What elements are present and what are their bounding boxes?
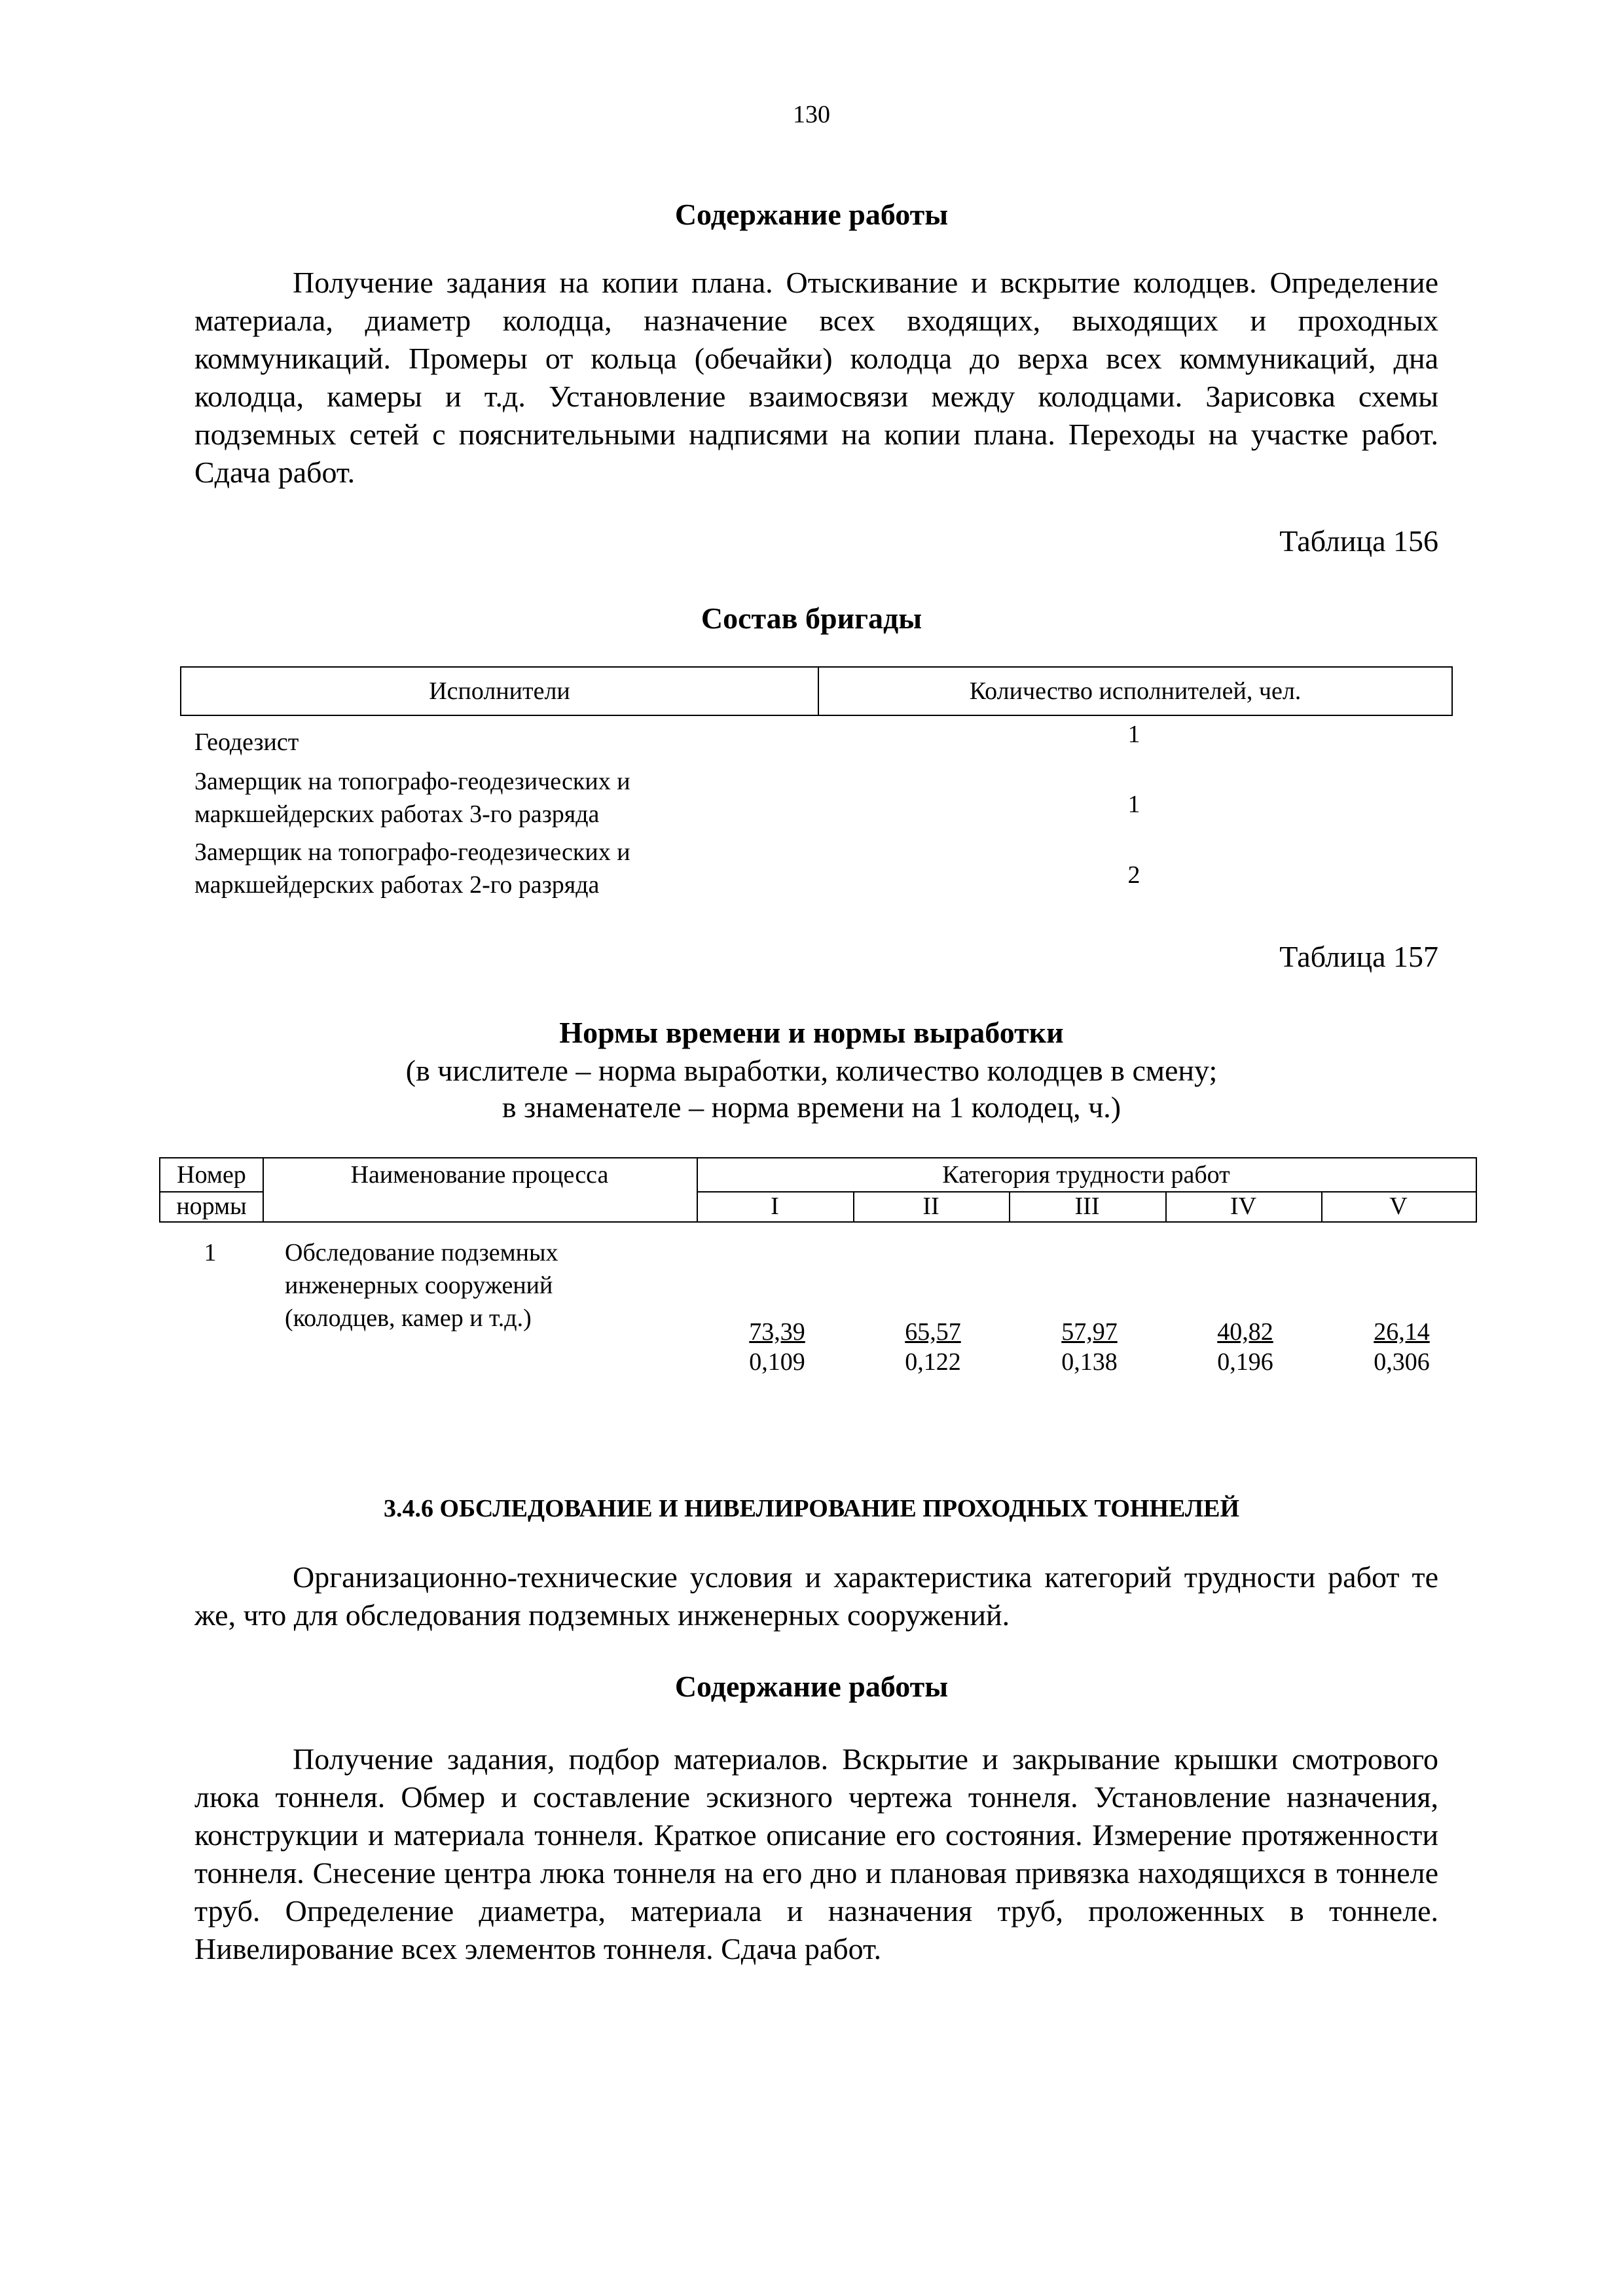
performer-name-continued: маркшейдерских работах 2-го разряда <box>194 871 600 899</box>
norm-value-category-v <box>1353 1317 1451 1377</box>
header-norm-number: Номер <box>177 1161 246 1189</box>
table-157-label: Таблица 157 <box>1279 940 1438 973</box>
norm-output: 57,97 <box>1061 1318 1118 1346</box>
process-name-continued: инженерных сооружений <box>285 1272 553 1299</box>
header-difficulty-category: Категория трудности работ <box>942 1161 1230 1189</box>
table-157-subtitle-line1: (в числителе – норма выработки, количество колодцев в смену; <box>405 1054 1218 1087</box>
table-157-header <box>159 1157 1477 1223</box>
header-performers: Исполнители <box>181 668 819 715</box>
header-category-ii: II <box>922 1193 939 1220</box>
header-category-iv: IV <box>1230 1193 1257 1220</box>
page-number: 130 <box>793 101 830 128</box>
performer-quantity: 2 <box>1127 861 1140 889</box>
header-norm-number-continued: нормы <box>176 1193 247 1220</box>
section-heading-work-content-2: Содержание работы <box>674 1670 949 1703</box>
norm-time: 0,109 <box>749 1348 805 1376</box>
performer-quantity: 1 <box>1127 791 1140 818</box>
performer-name: Замерщик на топографо-геодезических и <box>194 838 630 866</box>
norm-time: 0,122 <box>905 1348 961 1376</box>
process-name: Обследование подземных <box>285 1239 558 1266</box>
performer-quantity: 1 <box>1127 721 1140 748</box>
performer-name-continued: маркшейдерских работах 3-го разряда <box>194 800 600 828</box>
performer-name: Геодезист <box>194 728 299 756</box>
norm-value-category-ii <box>884 1317 982 1377</box>
table-157-subtitle-line2: в знаменателе – норма времени на 1 колодец, ч.) <box>501 1090 1122 1124</box>
table-157-title: Нормы времени и нормы выработки <box>559 1016 1064 1049</box>
tunnels-conditions-paragraph: Организационно-технические условия и характеристика категорий трудности работ те же, что для обследования подземных инженерных сооружений. <box>194 1560 1438 1632</box>
header-category-i: I <box>771 1193 779 1220</box>
norm-time: 0,306 <box>1374 1348 1430 1376</box>
norm-output: 73,39 <box>749 1318 805 1346</box>
work-content-paragraph: Получение задания на копии плана. Отыскивание и вскрытие колодцев. Определение материала, диаметр колодца, назначение всех входящих, выходящих и проходных коммуникаций. Промеры от кольца (обечайки) колодца до верха всех коммуникаций, дна колодца, камеры и т.д. Установление взаимосвязи между колодцами. Зарисовка схемы подземных сетей с пояснительными надписями на копии плана. Переходы на участке работ. Сдача работ. <box>194 266 1438 489</box>
header-category-v: V <box>1389 1193 1408 1220</box>
process-name-continued: (колодцев, камер и т.д.) <box>285 1304 532 1332</box>
norm-value-category-i <box>728 1317 826 1377</box>
norm-value-category-iv <box>1196 1317 1294 1377</box>
norm-output: 65,57 <box>905 1318 961 1346</box>
norm-output: 26,14 <box>1374 1318 1430 1346</box>
table-156-title: Состав бригады <box>701 601 922 635</box>
header-performer-count: Количество исполнителей, чел. <box>969 677 1302 705</box>
header-category-iii: III <box>1074 1193 1100 1220</box>
norm-value-category-iii <box>1040 1317 1139 1377</box>
norm-output: 40,82 <box>1217 1318 1273 1346</box>
norm-time: 0,138 <box>1061 1348 1118 1376</box>
table-156-header <box>180 666 1453 716</box>
header-process-name: Наименование процесса <box>350 1161 609 1189</box>
section-heading-tunnels: 3.4.6 ОБСЛЕДОВАНИЕ И НИВЕЛИРОВАНИЕ ПРОХОДНЫХ ТОННЕЛЕЙ <box>383 1495 1240 1522</box>
norm-number: 1 <box>204 1239 217 1266</box>
work-content-paragraph-2: Получение задания, подбор материалов. Вскрытие и закрывание крышки смотрового люка тоннеля. Обмер и составление эскизного чертежа тоннеля. Установление назначения, конструкции и материала тоннеля. Краткое описание его состояния. Измерение протяженности тоннеля. Снесение центра люка тоннеля на его дно и плановая привязка находящихся в тоннеле труб. Определение диаметра, материала и назначения труб, проложенных в тоннеле. Нивелирование всех элементов тоннеля. Сдача работ. <box>194 1742 1438 1965</box>
table-156-label: Таблица 156 <box>1279 524 1438 558</box>
performer-name: Замерщик на топографо-геодезических и <box>194 768 630 795</box>
norm-time: 0,196 <box>1217 1348 1273 1376</box>
section-heading-work-content: Содержание работы <box>674 198 949 231</box>
